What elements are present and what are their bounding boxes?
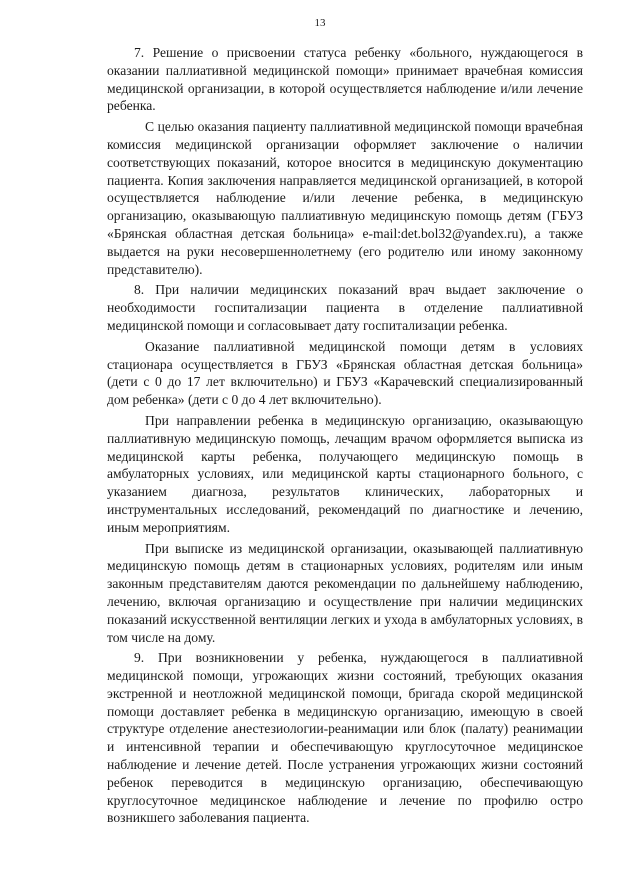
paragraph-8-discharge: При выписке из медицинской организации, оказывающей паллиативную медицинскую помощь детям в стационарных условиях, родителям или иным законным представителям даются рекомендации по дальнейшему наблюдению, лечению, включая организацию и осуществление при наличии медицинских показаний искусственной вентиляции легких и ухода в амбулаторных условиях, в том числе на дому. [107, 540, 583, 645]
paragraph-9: 9. При возникновении у ребенка, нуждающегося в паллиативной медицинской помощи, угрожающих жизни состояний, требующих оказания экстренной и неотложной медицинской помощи, бригада скорой медицинской помощи доставляет ребенка в медицинскую организацию, имеющую в своей структуре отделение анестезиологии-реанимации или блок (палату) реанимации и интенсивной терапии и обеспечивающую круглосуточное медицинское наблюдение и лечение детей. После устранения угрожающих жизни состояний ребенок переводится в медицинскую организацию, обеспечивающую круглосуточное медицинское наблюдение и лечение по профилю остро возникшего заболевания пациента. [107, 650, 583, 826]
page-number: 13 [314, 17, 326, 29]
paragraph-8-referral-extract: При направлении ребенка в медицинскую организацию, оказывающую паллиативную медицинскую помощь, лечащим врачом оформляется выписка из медицинской карты ребенка, получающего медицинскую помощь в амбулаторных условиях, или медицинской карты стационарного больного, с указанием диагноза, результатов клинических, лабораторных и инструментальных исследований, рекомендаций по диагностике и лечению, иным мероприятиям. [107, 412, 583, 535]
paragraph-8: 8. При наличии медицинских показаний врач выдает заключение о необходимости госпитализации пациента в отделение паллиативной медицинской помощи и согласовывает дату госпитализации ребенка. [107, 282, 583, 333]
paragraph-7: 7. Решение о присвоении статуса ребенку «больного, нуждающегося в оказании паллиативной медицинской помощи» принимает врачебная комиссия медицинской организации, в которой осуществляется наблюдение и/или лечение ребенка. [107, 45, 583, 114]
paragraph-7-continuation: С целью оказания пациенту паллиативной медицинской помощи врачебная комиссия медицинской организации оформляет заключение о наличии соответствующих показаний, которое вносится в медицинскую документацию пациента. Копия заключения направляется медицинской организацией, в которой осуществляется наблюдение и/или лечение ребенка, в медицинскую организацию, оказывающую паллиативную медицинскую помощь детям (ГБУЗ «Брянская областная детская больница» e-mail:det.bol32@yandex.ru), а также выдается на руки несовершеннолетнему (его родителю или иному законному представителю). [107, 119, 583, 277]
body-text [107, 44, 583, 830]
paragraph-8-stationary-care: Оказание паллиативной медицинской помощи детям в условиях стационара осуществляется в ГБУЗ «Брянская областная детская больница» (дети с 0 до 17 лет включительно) и ГБУЗ «Карачевский специализированный дом ребенка» (дети с 0 до 4 лет включительно). [107, 338, 583, 408]
